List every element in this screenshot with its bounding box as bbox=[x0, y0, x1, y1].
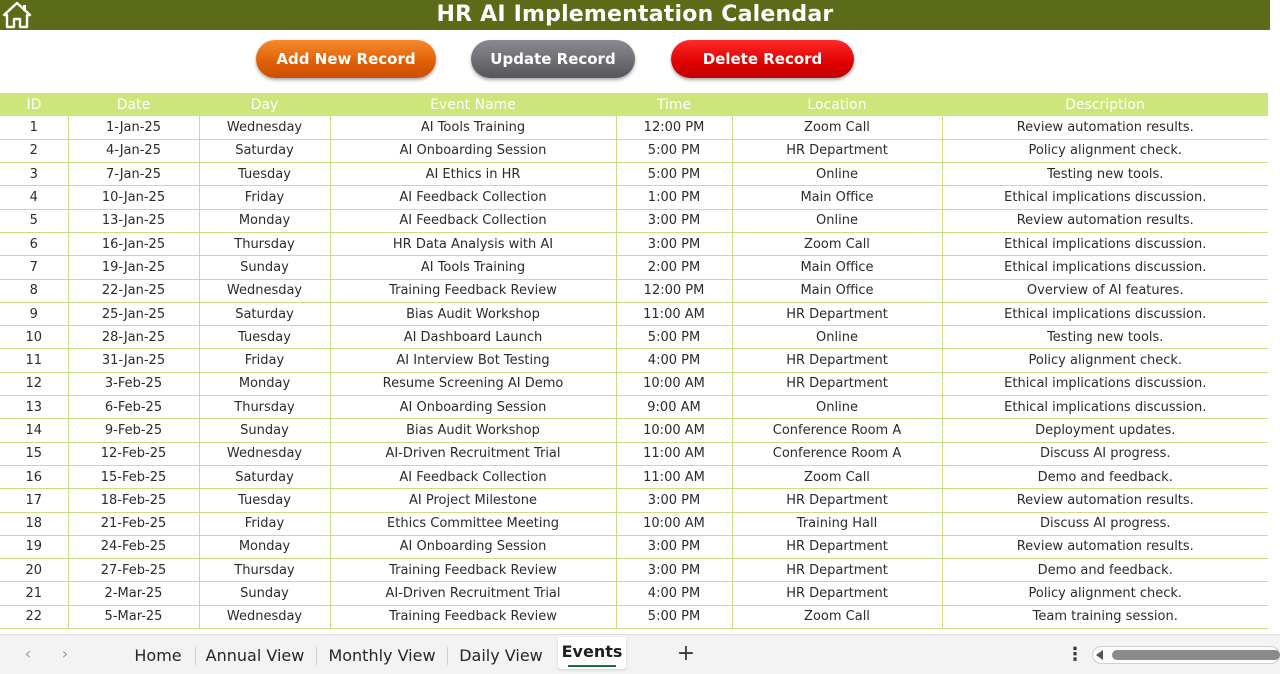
cell-description[interactable]: Policy alignment check. bbox=[942, 139, 1268, 162]
cell-description[interactable]: Demo and feedback. bbox=[942, 465, 1268, 488]
cell-date[interactable]: 12-Feb-25 bbox=[68, 442, 199, 465]
cell-date[interactable]: 19-Jan-25 bbox=[68, 256, 199, 279]
cell-id[interactable]: 16 bbox=[0, 465, 68, 488]
column-header-event-name[interactable]: Event Name bbox=[330, 93, 616, 116]
cell-description[interactable]: Overview of AI features. bbox=[942, 279, 1268, 302]
cell-date[interactable]: 7-Jan-25 bbox=[68, 163, 199, 186]
cell-day[interactable]: Monday bbox=[199, 372, 330, 395]
cell-description[interactable]: Ethical implications discussion. bbox=[942, 302, 1268, 325]
cell-time[interactable]: 2:00 PM bbox=[616, 256, 732, 279]
cell-description[interactable]: Discuss AI progress. bbox=[942, 512, 1268, 535]
cell-day[interactable]: Wednesday bbox=[199, 442, 330, 465]
cell-id[interactable]: 8 bbox=[0, 279, 68, 302]
cell-id[interactable]: 3 bbox=[0, 163, 68, 186]
cell-event-name[interactable]: AI Interview Bot Testing bbox=[330, 349, 616, 372]
cell-date[interactable]: 25-Jan-25 bbox=[68, 302, 199, 325]
cell-location[interactable]: Zoom Call bbox=[732, 605, 942, 628]
table-row[interactable] bbox=[0, 582, 1268, 605]
table-row[interactable] bbox=[0, 489, 1268, 512]
cell-id[interactable]: 20 bbox=[0, 559, 68, 582]
cell-time[interactable]: 4:00 PM bbox=[616, 582, 732, 605]
cell-time[interactable]: 1:00 PM bbox=[616, 186, 732, 209]
table-row[interactable] bbox=[0, 349, 1268, 372]
cell-event-name[interactable]: Training Feedback Review bbox=[330, 559, 616, 582]
cell-id[interactable]: 13 bbox=[0, 396, 68, 419]
tab-separator bbox=[316, 647, 317, 665]
add-sheet-plus-icon[interactable]: + bbox=[676, 641, 696, 666]
sheet-tab-bar bbox=[0, 634, 1280, 674]
cell-time[interactable]: 10:00 AM bbox=[616, 372, 732, 395]
cell-time[interactable]: 3:00 PM bbox=[616, 489, 732, 512]
table-row[interactable] bbox=[0, 256, 1268, 279]
cell-id[interactable]: 10 bbox=[0, 326, 68, 349]
column-header-date[interactable]: Date bbox=[68, 93, 199, 116]
cell-event-name[interactable]: HR Data Analysis with AI bbox=[330, 232, 616, 255]
scroll-left-arrow-icon[interactable] bbox=[1096, 650, 1103, 660]
cell-day[interactable]: Sunday bbox=[199, 256, 330, 279]
cell-id[interactable]: 7 bbox=[0, 256, 68, 279]
table-row[interactable] bbox=[0, 326, 1268, 349]
cell-event-name[interactable]: AI-Driven Recruitment Trial bbox=[330, 582, 616, 605]
cell-date[interactable]: 27-Feb-25 bbox=[68, 559, 199, 582]
cell-description[interactable]: Testing new tools. bbox=[942, 163, 1268, 186]
cell-date[interactable]: 5-Mar-25 bbox=[68, 605, 199, 628]
cell-description[interactable]: Review automation results. bbox=[942, 209, 1268, 232]
cell-id[interactable]: 12 bbox=[0, 372, 68, 395]
events-table bbox=[0, 93, 1268, 629]
cell-day[interactable]: Tuesday bbox=[199, 326, 330, 349]
cell-description[interactable]: Policy alignment check. bbox=[942, 582, 1268, 605]
cell-time[interactable]: 5:00 PM bbox=[616, 163, 732, 186]
cell-description[interactable]: Review automation results. bbox=[942, 489, 1268, 512]
cell-location[interactable]: Online bbox=[732, 396, 942, 419]
cell-date[interactable]: 13-Jan-25 bbox=[68, 209, 199, 232]
table-row[interactable] bbox=[0, 186, 1268, 209]
cell-time[interactable]: 12:00 PM bbox=[616, 279, 732, 302]
cell-event-name[interactable]: AI Dashboard Launch bbox=[330, 326, 616, 349]
cell-id[interactable]: 17 bbox=[0, 489, 68, 512]
cell-time[interactable]: 11:00 AM bbox=[616, 465, 732, 488]
cell-description[interactable]: Review automation results. bbox=[942, 116, 1268, 139]
cell-time[interactable]: 10:00 AM bbox=[616, 419, 732, 442]
cell-date[interactable]: 10-Jan-25 bbox=[68, 186, 199, 209]
cell-location[interactable]: Zoom Call bbox=[732, 116, 942, 139]
cell-location[interactable]: Conference Room A bbox=[732, 442, 942, 465]
cell-location[interactable]: Main Office bbox=[732, 279, 942, 302]
cell-day[interactable]: Thursday bbox=[199, 232, 330, 255]
cell-description[interactable]: Ethical implications discussion. bbox=[942, 256, 1268, 279]
update-record-button[interactable]: Update Record bbox=[471, 40, 635, 78]
add-new-record-button[interactable]: Add New Record bbox=[256, 40, 436, 78]
cell-date[interactable]: 1-Jan-25 bbox=[68, 116, 199, 139]
cell-day[interactable]: Tuesday bbox=[199, 163, 330, 186]
cell-location[interactable]: Online bbox=[732, 326, 942, 349]
column-header-description[interactable]: Description bbox=[942, 93, 1268, 116]
cell-day[interactable]: Wednesday bbox=[199, 116, 330, 139]
delete-record-button[interactable]: Delete Record bbox=[671, 40, 854, 78]
cell-date[interactable]: 24-Feb-25 bbox=[68, 535, 199, 558]
cell-description[interactable]: Team training session. bbox=[942, 605, 1268, 628]
cell-event-name[interactable]: AI Feedback Collection bbox=[330, 465, 616, 488]
table-row[interactable] bbox=[0, 396, 1268, 419]
cell-day[interactable]: Tuesday bbox=[199, 489, 330, 512]
table-row[interactable] bbox=[0, 302, 1268, 325]
cell-date[interactable]: 16-Jan-25 bbox=[68, 232, 199, 255]
cell-day[interactable]: Sunday bbox=[199, 582, 330, 605]
sheet-tab-daily-view[interactable]: Daily View bbox=[459, 646, 543, 665]
cell-id[interactable]: 1 bbox=[0, 116, 68, 139]
cell-time[interactable]: 3:00 PM bbox=[616, 232, 732, 255]
cell-id[interactable]: 6 bbox=[0, 232, 68, 255]
cell-description[interactable]: Deployment updates. bbox=[942, 419, 1268, 442]
table-row[interactable] bbox=[0, 605, 1268, 628]
table-body bbox=[0, 116, 1268, 629]
cell-date[interactable]: 3-Feb-25 bbox=[68, 372, 199, 395]
sheet-tab-annual-view[interactable]: Annual View bbox=[205, 646, 305, 665]
cell-day[interactable]: Wednesday bbox=[199, 605, 330, 628]
cell-event-name[interactable]: Training Feedback Review bbox=[330, 605, 616, 628]
cell-day[interactable]: Saturday bbox=[199, 465, 330, 488]
cell-time[interactable]: 11:00 AM bbox=[616, 302, 732, 325]
cell-event-name[interactable]: AI Feedback Collection bbox=[330, 186, 616, 209]
cell-day[interactable]: Thursday bbox=[199, 559, 330, 582]
horizontal-scrollbar[interactable] bbox=[1092, 646, 1280, 664]
cell-date[interactable]: 18-Feb-25 bbox=[68, 489, 199, 512]
cell-id[interactable]: 9 bbox=[0, 302, 68, 325]
cell-id[interactable]: 22 bbox=[0, 605, 68, 628]
cell-event-name[interactable]: AI Onboarding Session bbox=[330, 396, 616, 419]
sheet-tab-events[interactable]: Events bbox=[558, 637, 626, 669]
table-row[interactable] bbox=[0, 163, 1268, 186]
cell-description[interactable]: Ethical implications discussion. bbox=[942, 186, 1268, 209]
sheet-tab-monthly-view[interactable]: Monthly View bbox=[328, 646, 436, 665]
tab-separator bbox=[447, 647, 448, 665]
cell-location[interactable]: HR Department bbox=[732, 582, 942, 605]
cell-location[interactable]: Main Office bbox=[732, 186, 942, 209]
cell-time[interactable]: 11:00 AM bbox=[616, 442, 732, 465]
cell-time[interactable]: 10:00 AM bbox=[616, 512, 732, 535]
cell-time[interactable]: 5:00 PM bbox=[616, 139, 732, 162]
title-gap bbox=[1270, 0, 1280, 30]
cell-date[interactable]: 28-Jan-25 bbox=[68, 326, 199, 349]
cell-id[interactable]: 5 bbox=[0, 209, 68, 232]
cell-day[interactable]: Thursday bbox=[199, 396, 330, 419]
cell-location[interactable]: HR Department bbox=[732, 489, 942, 512]
cell-location[interactable]: Online bbox=[732, 209, 942, 232]
scroll-tabs-left-icon[interactable]: ‹ bbox=[24, 644, 32, 663]
active-tab-indicator bbox=[568, 665, 616, 667]
column-header-id[interactable]: ID bbox=[0, 93, 68, 116]
cell-location[interactable]: HR Department bbox=[732, 139, 942, 162]
cell-location[interactable]: Conference Room A bbox=[732, 419, 942, 442]
column-header-location[interactable]: Location bbox=[732, 93, 942, 116]
cell-event-name[interactable]: AI-Driven Recruitment Trial bbox=[330, 442, 616, 465]
cell-time[interactable]: 3:00 PM bbox=[616, 535, 732, 558]
table-row[interactable] bbox=[0, 512, 1268, 535]
cell-day[interactable]: Saturday bbox=[199, 302, 330, 325]
events-table-viewport[interactable] bbox=[0, 93, 1280, 634]
cell-location[interactable]: HR Department bbox=[732, 349, 942, 372]
cell-location[interactable]: Training Hall bbox=[732, 512, 942, 535]
cell-description[interactable]: Discuss AI progress. bbox=[942, 442, 1268, 465]
cell-day[interactable]: Sunday bbox=[199, 419, 330, 442]
cell-id[interactable]: 2 bbox=[0, 139, 68, 162]
cell-date[interactable]: 2-Mar-25 bbox=[68, 582, 199, 605]
scroll-tabs-right-icon[interactable]: › bbox=[61, 644, 69, 663]
cell-id[interactable]: 11 bbox=[0, 349, 68, 372]
cell-date[interactable]: 4-Jan-25 bbox=[68, 139, 199, 162]
cell-day[interactable]: Monday bbox=[199, 209, 330, 232]
cell-id[interactable]: 18 bbox=[0, 512, 68, 535]
table-row[interactable] bbox=[0, 232, 1268, 255]
cell-time[interactable]: 12:00 PM bbox=[616, 116, 732, 139]
cell-event-name[interactable]: Resume Screening AI Demo bbox=[330, 372, 616, 395]
cell-description[interactable]: Testing new tools. bbox=[942, 326, 1268, 349]
cell-event-name[interactable]: AI Tools Training bbox=[330, 256, 616, 279]
cell-time[interactable]: 5:00 PM bbox=[616, 605, 732, 628]
table-row[interactable] bbox=[0, 419, 1268, 442]
cell-day[interactable]: Monday bbox=[199, 535, 330, 558]
cell-description[interactable]: Policy alignment check. bbox=[942, 349, 1268, 372]
cell-time[interactable]: 3:00 PM bbox=[616, 209, 732, 232]
cell-id[interactable]: 14 bbox=[0, 419, 68, 442]
cell-event-name[interactable]: AI Ethics in HR bbox=[330, 163, 616, 186]
cell-date[interactable]: 9-Feb-25 bbox=[68, 419, 199, 442]
cell-event-name[interactable]: Bias Audit Workshop bbox=[330, 302, 616, 325]
table-row[interactable] bbox=[0, 442, 1268, 465]
sheet-tab-home[interactable]: Home bbox=[134, 646, 182, 665]
table-row[interactable] bbox=[0, 116, 1268, 139]
cell-time[interactable]: 9:00 AM bbox=[616, 396, 732, 419]
table-row[interactable] bbox=[0, 559, 1268, 582]
cell-description[interactable]: Ethical implications discussion. bbox=[942, 372, 1268, 395]
cell-day[interactable]: Wednesday bbox=[199, 279, 330, 302]
cell-day[interactable]: Friday bbox=[199, 349, 330, 372]
cell-event-name[interactable]: Training Feedback Review bbox=[330, 279, 616, 302]
cell-location[interactable]: HR Department bbox=[732, 372, 942, 395]
cell-event-name[interactable]: AI Feedback Collection bbox=[330, 209, 616, 232]
table-row[interactable] bbox=[0, 279, 1268, 302]
table-row[interactable] bbox=[0, 465, 1268, 488]
cell-event-name[interactable]: AI Project Milestone bbox=[330, 489, 616, 512]
cell-date[interactable]: 21-Feb-25 bbox=[68, 512, 199, 535]
cell-time[interactable]: 3:00 PM bbox=[616, 559, 732, 582]
cell-event-name[interactable]: AI Onboarding Session bbox=[330, 139, 616, 162]
cell-location[interactable]: Main Office bbox=[732, 256, 942, 279]
table-row[interactable] bbox=[0, 139, 1268, 162]
cell-id[interactable]: 19 bbox=[0, 535, 68, 558]
cell-event-name[interactable]: Ethics Committee Meeting bbox=[330, 512, 616, 535]
cell-time[interactable]: 4:00 PM bbox=[616, 349, 732, 372]
column-header-day[interactable]: Day bbox=[199, 93, 330, 116]
cell-day[interactable]: Friday bbox=[199, 186, 330, 209]
cell-id[interactable]: 4 bbox=[0, 186, 68, 209]
cell-location[interactable]: HR Department bbox=[732, 302, 942, 325]
cell-description[interactable]: Demo and feedback. bbox=[942, 559, 1268, 582]
cell-location[interactable]: Online bbox=[732, 163, 942, 186]
cell-day[interactable]: Friday bbox=[199, 512, 330, 535]
cell-location[interactable]: HR Department bbox=[732, 559, 942, 582]
column-header-time[interactable]: Time bbox=[616, 93, 732, 116]
table-row[interactable] bbox=[0, 372, 1268, 395]
table-row[interactable] bbox=[0, 535, 1268, 558]
cell-date[interactable]: 31-Jan-25 bbox=[68, 349, 199, 372]
cell-date[interactable]: 6-Feb-25 bbox=[68, 396, 199, 419]
page-title: HR AI Implementation Calendar bbox=[436, 2, 834, 27]
cell-date[interactable]: 15-Feb-25 bbox=[68, 465, 199, 488]
cell-id[interactable]: 15 bbox=[0, 442, 68, 465]
cell-id[interactable]: 21 bbox=[0, 582, 68, 605]
cell-description[interactable]: Ethical implications discussion. bbox=[942, 396, 1268, 419]
cell-event-name[interactable]: Bias Audit Workshop bbox=[330, 419, 616, 442]
table-header-row bbox=[0, 93, 1268, 116]
cell-location[interactable]: HR Department bbox=[732, 535, 942, 558]
cell-description[interactable]: Ethical implications discussion. bbox=[942, 232, 1268, 255]
cell-day[interactable]: Saturday bbox=[199, 139, 330, 162]
cell-event-name[interactable]: AI Onboarding Session bbox=[330, 535, 616, 558]
cell-location[interactable]: Zoom Call bbox=[732, 465, 942, 488]
more-options-icon[interactable]: ⋮ bbox=[1066, 644, 1084, 665]
cell-event-name[interactable]: AI Tools Training bbox=[330, 116, 616, 139]
cell-location[interactable]: Zoom Call bbox=[732, 232, 942, 255]
tab-separator bbox=[195, 647, 196, 665]
cell-description[interactable]: Review automation results. bbox=[942, 535, 1268, 558]
cell-time[interactable]: 5:00 PM bbox=[616, 326, 732, 349]
table-row[interactable] bbox=[0, 209, 1268, 232]
cell-date[interactable]: 22-Jan-25 bbox=[68, 279, 199, 302]
title-bar bbox=[0, 0, 1270, 30]
scrollbar-thumb[interactable] bbox=[1112, 650, 1280, 660]
